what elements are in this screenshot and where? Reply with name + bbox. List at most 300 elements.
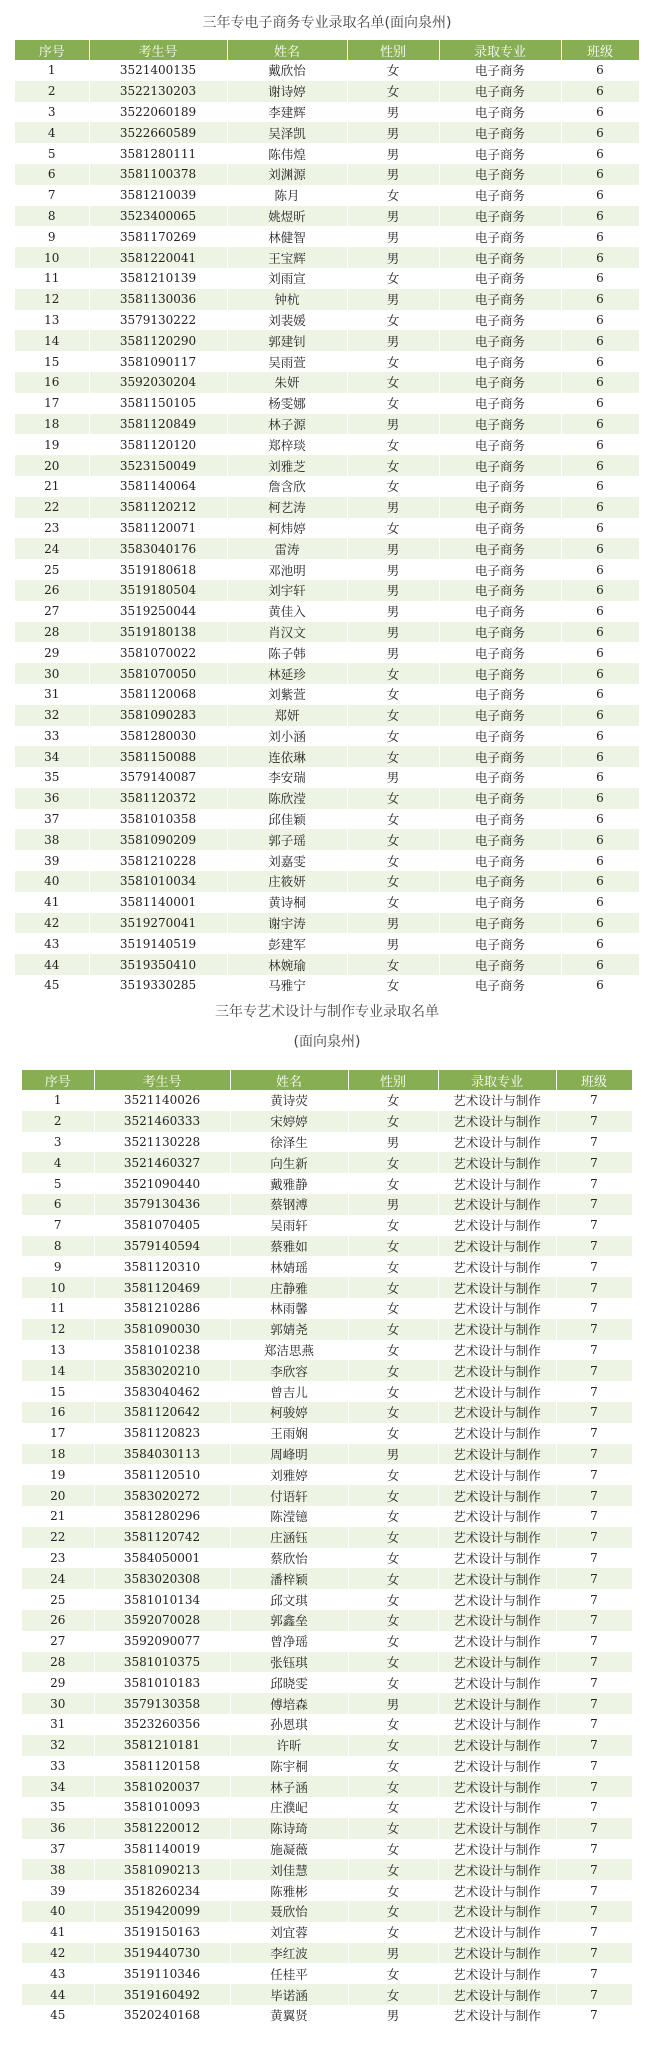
table-row bbox=[15, 580, 639, 601]
cell-exam-id: 3519150163 bbox=[94, 1922, 230, 1943]
cell-major: 电子商务 bbox=[439, 975, 561, 996]
cell-name: 谢诗婷 bbox=[227, 81, 347, 102]
table-row bbox=[15, 829, 639, 850]
table-row bbox=[15, 185, 639, 206]
cell-name: 刘雅婷 bbox=[230, 1464, 348, 1485]
cell-major: 电子商务 bbox=[439, 684, 561, 705]
cell-exam-id: 3581120510 bbox=[94, 1464, 230, 1485]
cell-exam-id: 3520240168 bbox=[94, 2005, 230, 2026]
cell-gender: 女 bbox=[348, 1548, 438, 1569]
cell-exam-id: 3522060189 bbox=[89, 102, 227, 123]
cell-class: 7 bbox=[556, 1568, 632, 1589]
cell-major: 艺术设计与制作 bbox=[438, 1693, 556, 1714]
cell-seq: 42 bbox=[22, 1943, 94, 1964]
cell-seq: 10 bbox=[22, 1277, 94, 1298]
table-row bbox=[22, 1652, 632, 1673]
cell-exam-id: 3519160492 bbox=[94, 1984, 230, 2005]
cell-gender: 女 bbox=[348, 1610, 438, 1631]
cell-exam-id: 3521460327 bbox=[94, 1152, 230, 1173]
cell-major: 电子商务 bbox=[439, 933, 561, 954]
cell-name: 李红波 bbox=[230, 1943, 348, 1964]
cell-gender: 女 bbox=[347, 746, 439, 767]
cell-name: 陈诗琦 bbox=[230, 1818, 348, 1839]
cell-gender: 男 bbox=[347, 102, 439, 123]
cell-name: 刘宜蓉 bbox=[230, 1922, 348, 1943]
cell-major: 艺术设计与制作 bbox=[438, 1839, 556, 1860]
cell-class: 7 bbox=[556, 1423, 632, 1444]
cell-exam-id: 3581210228 bbox=[89, 850, 227, 871]
cell-exam-id: 3592090077 bbox=[94, 1631, 230, 1652]
cell-gender: 男 bbox=[347, 122, 439, 143]
cell-gender: 女 bbox=[348, 1152, 438, 1173]
table-row bbox=[15, 559, 639, 580]
cell-seq: 36 bbox=[22, 1818, 94, 1839]
cell-class: 6 bbox=[561, 289, 639, 310]
cell-class: 6 bbox=[561, 871, 639, 892]
table-row bbox=[15, 518, 639, 539]
cell-major: 艺术设计与制作 bbox=[438, 1464, 556, 1485]
cell-seq: 37 bbox=[15, 809, 89, 830]
table-row bbox=[22, 1984, 632, 2005]
table-row bbox=[22, 1319, 632, 1340]
cell-name: 邱晓雯 bbox=[230, 1672, 348, 1693]
cell-name: 郭子瑶 bbox=[227, 829, 347, 850]
column-header: 姓名 bbox=[227, 40, 347, 60]
cell-seq: 23 bbox=[22, 1548, 94, 1569]
cell-gender: 女 bbox=[347, 476, 439, 497]
cell-name: 邓池明 bbox=[227, 559, 347, 580]
cell-major: 艺术设计与制作 bbox=[438, 1215, 556, 1236]
cell-seq: 31 bbox=[22, 1714, 94, 1735]
cell-class: 6 bbox=[561, 933, 639, 954]
cell-class: 6 bbox=[561, 559, 639, 580]
cell-major: 艺术设计与制作 bbox=[438, 1173, 556, 1194]
cell-exam-id: 3521090440 bbox=[94, 1173, 230, 1194]
cell-seq: 28 bbox=[22, 1652, 94, 1673]
column-header: 班级 bbox=[556, 1070, 632, 1090]
cell-exam-id: 3519180504 bbox=[89, 580, 227, 601]
cell-major: 电子商务 bbox=[439, 81, 561, 102]
cell-class: 7 bbox=[556, 1631, 632, 1652]
cell-seq: 6 bbox=[15, 164, 89, 185]
cell-class: 7 bbox=[556, 1277, 632, 1298]
cell-seq: 41 bbox=[15, 892, 89, 913]
cell-seq: 12 bbox=[22, 1319, 94, 1340]
table-row bbox=[15, 206, 639, 227]
cell-exam-id: 3583020210 bbox=[94, 1360, 230, 1381]
table-row bbox=[15, 746, 639, 767]
cell-major: 艺术设计与制作 bbox=[438, 1111, 556, 1132]
table-row bbox=[15, 351, 639, 372]
cell-name: 马雅宁 bbox=[227, 975, 347, 996]
cell-class: 7 bbox=[556, 1236, 632, 1257]
cell-seq: 38 bbox=[15, 829, 89, 850]
cell-major: 电子商务 bbox=[439, 580, 561, 601]
cell-gender: 男 bbox=[348, 2005, 438, 2026]
cell-exam-id: 3581120212 bbox=[89, 497, 227, 518]
cell-name: 蔡钢溥 bbox=[230, 1194, 348, 1215]
cell-major: 电子商务 bbox=[439, 351, 561, 372]
cell-class: 7 bbox=[556, 1360, 632, 1381]
cell-seq: 1 bbox=[15, 60, 89, 81]
cell-gender: 女 bbox=[348, 1714, 438, 1735]
cell-gender: 男 bbox=[348, 1444, 438, 1465]
cell-gender: 女 bbox=[348, 1277, 438, 1298]
cell-class: 7 bbox=[556, 1402, 632, 1423]
cell-exam-id: 3581170269 bbox=[89, 226, 227, 247]
cell-gender: 男 bbox=[347, 580, 439, 601]
cell-exam-id: 3581070405 bbox=[94, 1215, 230, 1236]
cell-class: 7 bbox=[556, 1132, 632, 1153]
table-row bbox=[22, 1589, 632, 1610]
cell-exam-id: 3581120823 bbox=[94, 1423, 230, 1444]
cell-gender: 女 bbox=[348, 1859, 438, 1880]
cell-gender: 男 bbox=[348, 1693, 438, 1714]
cell-major: 艺术设计与制作 bbox=[438, 1236, 556, 1257]
cell-class: 7 bbox=[556, 1527, 632, 1548]
cell-exam-id: 3581120742 bbox=[94, 1527, 230, 1548]
cell-gender: 女 bbox=[348, 1381, 438, 1402]
cell-name: 庄涵钰 bbox=[230, 1527, 348, 1548]
cell-gender: 男 bbox=[347, 414, 439, 435]
cell-major: 艺术设计与制作 bbox=[438, 1922, 556, 1943]
cell-name: 柯炜婷 bbox=[227, 518, 347, 539]
cell-gender: 女 bbox=[347, 185, 439, 206]
cell-exam-id: 3521140026 bbox=[94, 1090, 230, 1111]
cell-exam-id: 3581010238 bbox=[94, 1340, 230, 1361]
table-row bbox=[22, 1298, 632, 1319]
cell-exam-id: 3519440730 bbox=[94, 1943, 230, 1964]
cell-gender: 女 bbox=[347, 663, 439, 684]
table-row bbox=[15, 975, 639, 996]
column-header: 姓名 bbox=[230, 1070, 348, 1090]
cell-major: 电子商务 bbox=[439, 393, 561, 414]
cell-major: 艺术设计与制作 bbox=[438, 1381, 556, 1402]
table-row bbox=[15, 933, 639, 954]
table-row bbox=[15, 726, 639, 747]
cell-exam-id: 3581280296 bbox=[94, 1506, 230, 1527]
cell-class: 6 bbox=[561, 601, 639, 622]
cell-exam-id: 3583040176 bbox=[89, 538, 227, 559]
cell-seq: 36 bbox=[15, 788, 89, 809]
cell-exam-id: 3521400135 bbox=[89, 60, 227, 81]
cell-exam-id: 3583020308 bbox=[94, 1568, 230, 1589]
cell-major: 电子商务 bbox=[439, 559, 561, 580]
cell-class: 7 bbox=[556, 1984, 632, 2005]
cell-name: 杨雯娜 bbox=[227, 393, 347, 414]
cell-seq: 32 bbox=[15, 705, 89, 726]
cell-seq: 19 bbox=[15, 434, 89, 455]
cell-name: 朱妍 bbox=[227, 372, 347, 393]
cell-name: 曾净瑶 bbox=[230, 1631, 348, 1652]
cell-major: 艺术设计与制作 bbox=[438, 1672, 556, 1693]
cell-major: 电子商务 bbox=[439, 518, 561, 539]
cell-seq: 7 bbox=[22, 1215, 94, 1236]
cell-class: 7 bbox=[556, 1381, 632, 1402]
cell-gender: 女 bbox=[347, 892, 439, 913]
cell-name: 刘嘉雯 bbox=[227, 850, 347, 871]
section-2-title bbox=[0, 1000, 654, 1054]
table-row bbox=[22, 1423, 632, 1444]
table-row bbox=[22, 1381, 632, 1402]
cell-class: 6 bbox=[561, 102, 639, 123]
cell-name: 庄濮屺 bbox=[230, 1797, 348, 1818]
cell-name: 向生新 bbox=[230, 1152, 348, 1173]
cell-major: 艺术设计与制作 bbox=[438, 2005, 556, 2026]
cell-seq: 33 bbox=[22, 1756, 94, 1777]
table-row bbox=[22, 1340, 632, 1361]
table-row bbox=[22, 1506, 632, 1527]
cell-class: 6 bbox=[561, 497, 639, 518]
cell-seq: 40 bbox=[15, 871, 89, 892]
cell-exam-id: 3581090030 bbox=[94, 1319, 230, 1340]
column-header: 性别 bbox=[347, 40, 439, 60]
cell-gender: 女 bbox=[348, 1236, 438, 1257]
cell-major: 艺术设计与制作 bbox=[438, 1880, 556, 1901]
cell-major: 艺术设计与制作 bbox=[438, 1423, 556, 1444]
table-row bbox=[22, 1132, 632, 1153]
cell-major: 电子商务 bbox=[439, 601, 561, 622]
cell-class: 6 bbox=[561, 455, 639, 476]
cell-gender: 男 bbox=[347, 497, 439, 518]
cell-class: 6 bbox=[561, 393, 639, 414]
cell-name: 刘裴媛 bbox=[227, 310, 347, 331]
cell-seq: 21 bbox=[15, 476, 89, 497]
cell-class: 6 bbox=[561, 476, 639, 497]
cell-name: 王宝辉 bbox=[227, 247, 347, 268]
cell-seq: 17 bbox=[22, 1423, 94, 1444]
cell-major: 电子商务 bbox=[439, 414, 561, 435]
cell-major: 艺术设计与制作 bbox=[438, 1984, 556, 2005]
cell-seq: 17 bbox=[15, 393, 89, 414]
column-header: 序号 bbox=[22, 1070, 94, 1090]
cell-exam-id: 3581090209 bbox=[89, 829, 227, 850]
cell-class: 6 bbox=[561, 809, 639, 830]
cell-exam-id: 3581140064 bbox=[89, 476, 227, 497]
table-row bbox=[15, 913, 639, 934]
cell-name: 刘雨宣 bbox=[227, 268, 347, 289]
cell-exam-id: 3581090117 bbox=[89, 351, 227, 372]
cell-major: 电子商务 bbox=[439, 226, 561, 247]
cell-seq: 45 bbox=[15, 975, 89, 996]
cell-exam-id: 3584050001 bbox=[94, 1548, 230, 1569]
cell-seq: 4 bbox=[22, 1152, 94, 1173]
cell-name: 姚煜昕 bbox=[227, 206, 347, 227]
cell-seq: 15 bbox=[15, 351, 89, 372]
cell-major: 艺术设计与制作 bbox=[438, 1548, 556, 1569]
table-row bbox=[15, 476, 639, 497]
cell-exam-id: 3581010358 bbox=[89, 809, 227, 830]
cell-class: 7 bbox=[556, 1589, 632, 1610]
cell-class: 7 bbox=[556, 1111, 632, 1132]
cell-seq: 29 bbox=[15, 642, 89, 663]
cell-seq: 9 bbox=[22, 1256, 94, 1277]
table-row bbox=[22, 1880, 632, 1901]
cell-seq: 10 bbox=[15, 247, 89, 268]
table-row bbox=[15, 455, 639, 476]
cell-class: 6 bbox=[561, 642, 639, 663]
cell-class: 7 bbox=[556, 1652, 632, 1673]
table-row bbox=[22, 1152, 632, 1173]
cell-name: 雷涛 bbox=[227, 538, 347, 559]
cell-name: 庄静雅 bbox=[230, 1277, 348, 1298]
cell-gender: 女 bbox=[348, 1485, 438, 1506]
cell-class: 6 bbox=[561, 247, 639, 268]
cell-class: 6 bbox=[561, 975, 639, 996]
cell-class: 7 bbox=[556, 1756, 632, 1777]
cell-class: 7 bbox=[556, 1818, 632, 1839]
cell-name: 邱文琪 bbox=[230, 1589, 348, 1610]
table-row bbox=[22, 1173, 632, 1194]
cell-major: 电子商务 bbox=[439, 767, 561, 788]
cell-exam-id: 3581070050 bbox=[89, 663, 227, 684]
cell-class: 7 bbox=[556, 1444, 632, 1465]
column-header: 班级 bbox=[561, 40, 639, 60]
cell-exam-id: 3592030204 bbox=[89, 372, 227, 393]
cell-class: 7 bbox=[556, 1859, 632, 1880]
cell-major: 电子商务 bbox=[439, 913, 561, 934]
cell-major: 电子商务 bbox=[439, 60, 561, 81]
cell-name: 刘雅芝 bbox=[227, 455, 347, 476]
cell-major: 艺术设计与制作 bbox=[438, 1194, 556, 1215]
table-row bbox=[15, 788, 639, 809]
cell-gender: 女 bbox=[348, 1776, 438, 1797]
cell-major: 电子商务 bbox=[439, 829, 561, 850]
cell-exam-id: 3581100378 bbox=[89, 164, 227, 185]
cell-exam-id: 3581130036 bbox=[89, 289, 227, 310]
cell-name: 黄诗桐 bbox=[227, 892, 347, 913]
cell-exam-id: 3579130436 bbox=[94, 1194, 230, 1215]
cell-name: 林婉瑜 bbox=[227, 954, 347, 975]
cell-seq: 34 bbox=[15, 746, 89, 767]
table-row bbox=[15, 892, 639, 913]
cell-seq: 33 bbox=[15, 726, 89, 747]
cell-gender: 男 bbox=[347, 226, 439, 247]
cell-class: 6 bbox=[561, 663, 639, 684]
cell-gender: 男 bbox=[347, 933, 439, 954]
cell-exam-id: 3519330285 bbox=[89, 975, 227, 996]
cell-seq: 25 bbox=[15, 559, 89, 580]
cell-exam-id: 3581010375 bbox=[94, 1652, 230, 1673]
column-header: 录取专业 bbox=[438, 1070, 556, 1090]
cell-seq: 20 bbox=[15, 455, 89, 476]
section-1-title-line-1: 三年专电子商务专业录取名单(面向泉州) bbox=[202, 15, 452, 31]
cell-exam-id: 3581210286 bbox=[94, 1298, 230, 1319]
cell-seq: 27 bbox=[15, 601, 89, 622]
cell-exam-id: 3581120071 bbox=[89, 518, 227, 539]
cell-class: 6 bbox=[561, 726, 639, 747]
cell-major: 电子商务 bbox=[439, 850, 561, 871]
cell-exam-id: 3579130358 bbox=[94, 1693, 230, 1714]
cell-exam-id: 3581010134 bbox=[94, 1589, 230, 1610]
cell-class: 6 bbox=[561, 518, 639, 539]
ecommerce-admission-table bbox=[15, 40, 640, 996]
cell-exam-id: 3521130228 bbox=[94, 1132, 230, 1153]
cell-name: 黄佳入 bbox=[227, 601, 347, 622]
cell-class: 6 bbox=[561, 330, 639, 351]
cell-gender: 女 bbox=[348, 1464, 438, 1485]
cell-seq: 35 bbox=[15, 767, 89, 788]
cell-gender: 女 bbox=[348, 1652, 438, 1673]
table-row bbox=[22, 1756, 632, 1777]
cell-exam-id: 3519270041 bbox=[89, 913, 227, 934]
cell-exam-id: 3583040462 bbox=[94, 1381, 230, 1402]
cell-seq: 1 bbox=[22, 1090, 94, 1111]
cell-major: 艺术设计与制作 bbox=[438, 1797, 556, 1818]
column-header: 序号 bbox=[15, 40, 89, 60]
cell-gender: 女 bbox=[348, 1880, 438, 1901]
cell-gender: 女 bbox=[348, 1215, 438, 1236]
cell-seq: 18 bbox=[22, 1444, 94, 1465]
cell-exam-id: 3581120290 bbox=[89, 330, 227, 351]
cell-gender: 男 bbox=[347, 642, 439, 663]
cell-seq: 3 bbox=[22, 1132, 94, 1153]
cell-major: 艺术设计与制作 bbox=[438, 1756, 556, 1777]
cell-gender: 女 bbox=[348, 1797, 438, 1818]
cell-class: 7 bbox=[556, 1173, 632, 1194]
table-row bbox=[15, 434, 639, 455]
table-row bbox=[15, 310, 639, 331]
cell-class: 6 bbox=[561, 122, 639, 143]
cell-exam-id: 3523150049 bbox=[89, 455, 227, 476]
cell-seq: 16 bbox=[15, 372, 89, 393]
cell-gender: 女 bbox=[347, 684, 439, 705]
cell-major: 艺术设计与制作 bbox=[438, 1859, 556, 1880]
table-row bbox=[22, 1610, 632, 1631]
cell-gender: 男 bbox=[347, 330, 439, 351]
cell-gender: 男 bbox=[347, 206, 439, 227]
cell-class: 6 bbox=[561, 164, 639, 185]
table-row bbox=[15, 414, 639, 435]
cell-seq: 11 bbox=[22, 1298, 94, 1319]
cell-exam-id: 3581010093 bbox=[94, 1797, 230, 1818]
cell-major: 电子商务 bbox=[439, 247, 561, 268]
cell-major: 电子商务 bbox=[439, 788, 561, 809]
cell-major: 艺术设计与制作 bbox=[438, 1485, 556, 1506]
cell-major: 艺术设计与制作 bbox=[438, 1132, 556, 1153]
cell-class: 6 bbox=[561, 954, 639, 975]
cell-seq: 8 bbox=[22, 1236, 94, 1257]
table-row bbox=[15, 767, 639, 788]
column-header: 性别 bbox=[348, 1070, 438, 1090]
cell-class: 6 bbox=[561, 226, 639, 247]
cell-major: 艺术设计与制作 bbox=[438, 1610, 556, 1631]
cell-major: 电子商务 bbox=[439, 705, 561, 726]
cell-seq: 32 bbox=[22, 1735, 94, 1756]
cell-class: 7 bbox=[556, 1693, 632, 1714]
cell-exam-id: 3581010183 bbox=[94, 1672, 230, 1693]
cell-gender: 女 bbox=[348, 1360, 438, 1381]
cell-class: 7 bbox=[556, 1797, 632, 1818]
cell-major: 艺术设计与制作 bbox=[438, 1319, 556, 1340]
cell-name: 陈雅彬 bbox=[230, 1880, 348, 1901]
cell-gender: 女 bbox=[348, 1672, 438, 1693]
cell-class: 7 bbox=[556, 1464, 632, 1485]
cell-seq: 19 bbox=[22, 1464, 94, 1485]
cell-exam-id: 3581020037 bbox=[94, 1776, 230, 1797]
cell-gender: 女 bbox=[348, 1984, 438, 2005]
cell-name: 刘紫萱 bbox=[227, 684, 347, 705]
cell-class: 6 bbox=[561, 705, 639, 726]
table-header-row bbox=[15, 40, 639, 60]
cell-class: 7 bbox=[556, 1215, 632, 1236]
cell-major: 艺术设计与制作 bbox=[438, 1090, 556, 1111]
cell-name: 詹含欣 bbox=[227, 476, 347, 497]
cell-gender: 女 bbox=[347, 705, 439, 726]
table-row bbox=[22, 1797, 632, 1818]
cell-major: 艺术设计与制作 bbox=[438, 1527, 556, 1548]
cell-exam-id: 3523260356 bbox=[94, 1714, 230, 1735]
